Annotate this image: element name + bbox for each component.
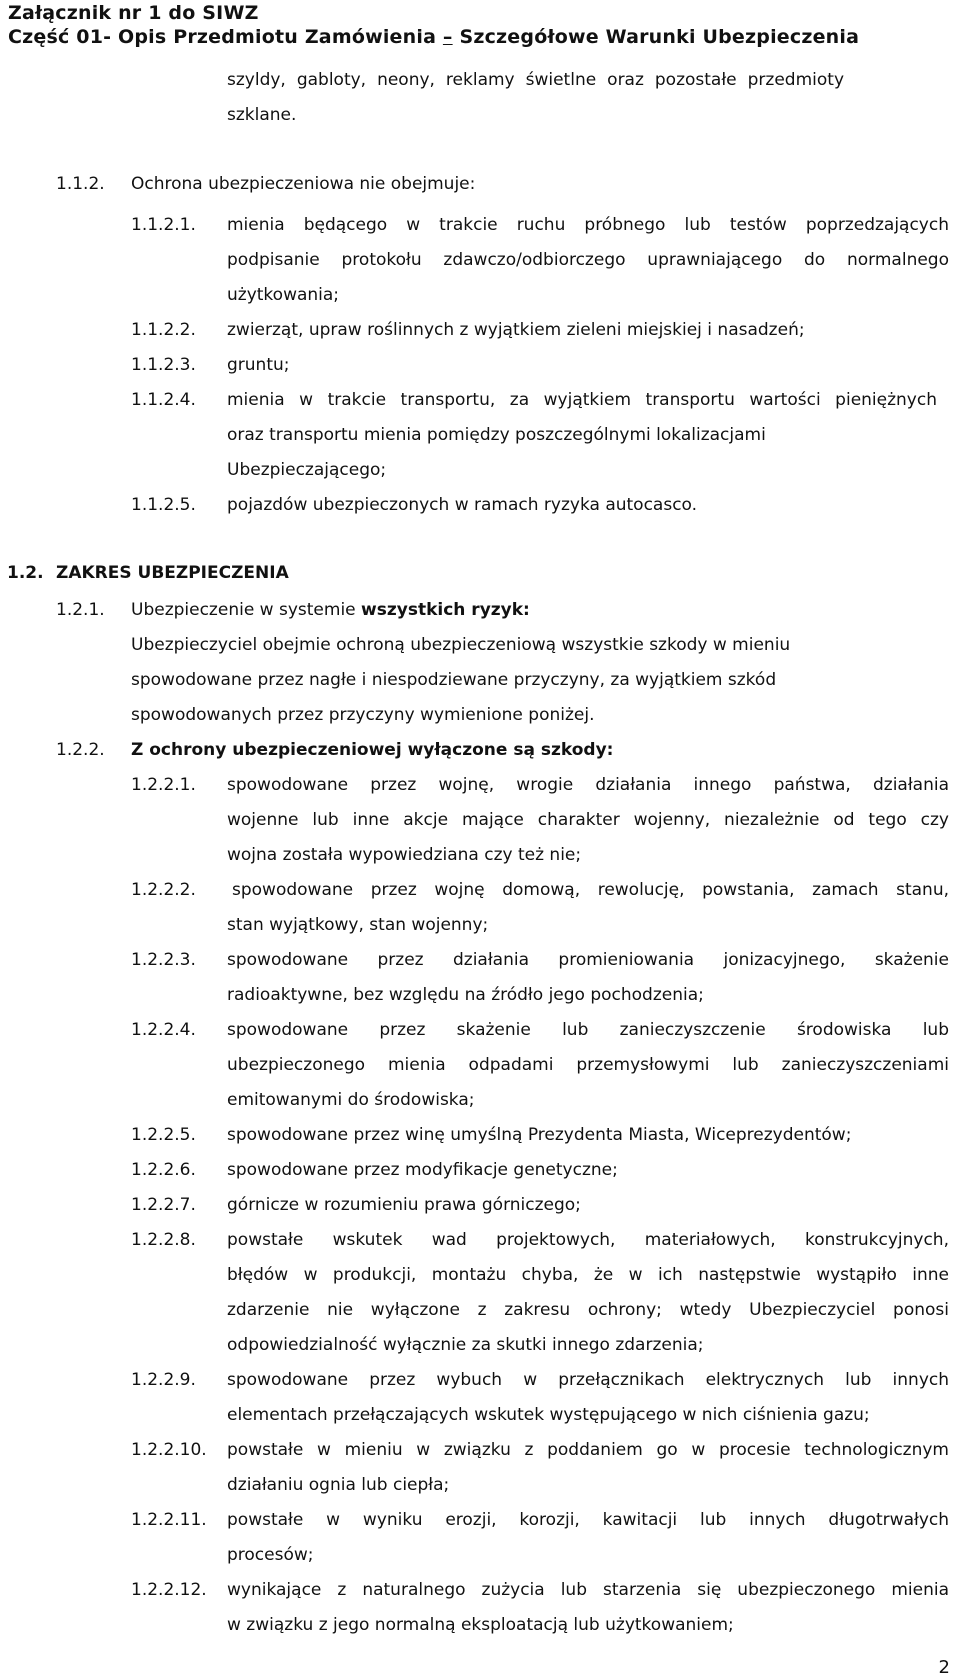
header-part-c: Szczegółowe Warunki Ubezpieczenia bbox=[452, 26, 860, 48]
item-text: spowodowane przez modyfikacje genetyczne; bbox=[227, 1160, 618, 1180]
item-text: powstałe wskutek wad projektowych, materiałowych, konstrukcyjnych, bbox=[227, 1230, 949, 1250]
list-item bbox=[0, 873, 960, 907]
item-number: 1.1.2.3. bbox=[131, 355, 196, 375]
list-item-line bbox=[0, 1608, 960, 1642]
list-item bbox=[0, 208, 960, 242]
item-number: 1.1.2.1. bbox=[131, 215, 196, 235]
section-number: 1.1.2. bbox=[56, 174, 105, 194]
list-item-line bbox=[0, 1048, 960, 1082]
item-text bbox=[131, 593, 530, 627]
item-text: szklane. bbox=[227, 105, 297, 125]
list-item bbox=[0, 1223, 960, 1257]
section-title: Z ochrony ubezpieczeniowej wyłączone są szkody: bbox=[131, 740, 614, 760]
list-item bbox=[0, 1573, 960, 1607]
item-text: powstałe w mieniu w związku z poddaniem go w procesie technologicznym bbox=[227, 1440, 949, 1460]
list-item-line bbox=[0, 98, 960, 132]
list-item-line bbox=[0, 1328, 960, 1362]
item-text: spowodowane przez działania promieniowania jonizacyjnego, skażenie bbox=[227, 950, 949, 970]
item-number: 1.2.1. bbox=[56, 600, 105, 620]
list-item-line bbox=[0, 1538, 960, 1572]
list-item bbox=[0, 488, 960, 522]
item-number: 1.2.2.6. bbox=[131, 1160, 196, 1180]
item-number: 1.1.2.5. bbox=[131, 495, 196, 515]
item-text: gruntu; bbox=[227, 355, 290, 375]
item-text: wojna została wypowiedziana czy też nie; bbox=[227, 845, 582, 865]
item-number: 1.2.2.7. bbox=[131, 1195, 196, 1215]
lead-bold-text: wszystkich ryzyk: bbox=[361, 600, 530, 620]
document-header-title: Załącznik nr 1 do SIWZ bbox=[8, 2, 259, 24]
item-text: użytkowania; bbox=[227, 285, 340, 305]
section-heading bbox=[0, 167, 960, 201]
item-text: ubezpieczonego mienia odpadami przemysłowymi lub zanieczyszczeniami bbox=[227, 1055, 949, 1075]
item-text: w związku z jego normalną eksploatacją lub użytkowaniem; bbox=[227, 1615, 734, 1635]
list-item bbox=[0, 348, 960, 382]
item-number: 1.2.2.9. bbox=[131, 1370, 196, 1390]
item-number: 1.1.2.2. bbox=[131, 320, 196, 340]
item-text: wynikające z naturalnego zużycia lub starzenia się ubezpieczonego mienia bbox=[227, 1580, 949, 1600]
section-number: 1.2. bbox=[7, 563, 44, 583]
list-item-line bbox=[0, 1468, 960, 1502]
page-number: 2 bbox=[938, 1657, 950, 1678]
item-text: zdarzenie nie wyłączone z zakresu ochrony; wtedy Ubezpieczyciel ponosi bbox=[227, 1300, 949, 1320]
item-text: radioaktywne, bez względu na źródło jego pochodzenia; bbox=[227, 985, 704, 1005]
list-item-line bbox=[0, 838, 960, 872]
list-item-line bbox=[0, 418, 960, 452]
header-dash: – bbox=[442, 26, 453, 48]
list-item bbox=[0, 943, 960, 977]
list-item-line bbox=[0, 978, 960, 1012]
section-heading bbox=[0, 733, 960, 767]
item-text: Ubezpieczającego; bbox=[227, 460, 387, 480]
section-heading bbox=[0, 556, 960, 590]
item-text: wojenne lub inne akcje mające charakter wojenny, niezależnie od tego czy bbox=[227, 810, 949, 830]
item-text: elementach przełączających wskutek występującego w nich ciśnienia gazu; bbox=[227, 1405, 870, 1425]
item-text: działaniu ognia lub ciepła; bbox=[227, 1475, 450, 1495]
item-text: emitowanymi do środowiska; bbox=[227, 1090, 475, 1110]
lead-text: Ubezpieczenie w systemie bbox=[131, 600, 362, 620]
section-title: ZAKRES UBEZPIECZENIA bbox=[56, 563, 289, 583]
list-item-line bbox=[0, 908, 960, 942]
list-item bbox=[0, 1188, 960, 1222]
item-number: 1.2.2.1. bbox=[131, 775, 196, 795]
list-item bbox=[0, 1013, 960, 1047]
item-number: 1.2.2.5. bbox=[131, 1125, 196, 1145]
item-number: 1.2.2.12. bbox=[131, 1580, 207, 1600]
item-text: oraz transportu mienia pomiędzy poszczególnymi lokalizacjami bbox=[227, 425, 766, 445]
item-text: powstałe w wyniku erozji, korozji, kawitacji lub innych długotrwałych bbox=[227, 1510, 949, 1530]
item-number: 1.2.2.11. bbox=[131, 1510, 207, 1530]
list-item bbox=[0, 313, 960, 347]
item-number: 1.2.2.2. bbox=[131, 880, 196, 900]
item-text: procesów; bbox=[227, 1545, 314, 1565]
list-item-line bbox=[0, 278, 960, 312]
list-item bbox=[0, 1363, 960, 1397]
item-text: szyldy, gabloty, neony, reklamy świetlne oraz pozostałe przedmioty bbox=[227, 70, 844, 90]
item-number: 1.2.2.10. bbox=[131, 1440, 207, 1460]
list-item-line bbox=[0, 1293, 960, 1327]
item-text: spowodowanych przez przyczyny wymienione poniżej. bbox=[131, 705, 595, 725]
list-item bbox=[0, 593, 960, 627]
list-item bbox=[0, 1118, 960, 1152]
list-item-line bbox=[0, 1083, 960, 1117]
item-text: stan wyjątkowy, stan wojenny; bbox=[227, 915, 489, 935]
list-item-line bbox=[0, 1398, 960, 1432]
item-text: mienia będącego w trakcie ruchu próbnego lub testów poprzedzających bbox=[227, 215, 949, 235]
item-text: pojazdów ubezpieczonych w ramach ryzyka autocasco. bbox=[227, 495, 698, 515]
item-text: spowodowane przez wybuch w przełącznikach elektrycznych lub innych bbox=[227, 1370, 949, 1390]
header-part-a: Część 01- Opis Przedmiotu Zamówienia bbox=[8, 26, 443, 48]
item-text: spowodowane przez skażenie lub zanieczyszczenie środowiska lub bbox=[227, 1020, 949, 1040]
item-text: odpowiedzialność wyłącznie za skutki innego zdarzenia; bbox=[227, 1335, 704, 1355]
list-item bbox=[0, 1433, 960, 1467]
item-text: spowodowane przez wojnę domową, rewolucję, powstania, zamach stanu, bbox=[232, 880, 949, 900]
item-text: górnicze w rozumieniu prawa górniczego; bbox=[227, 1195, 581, 1215]
list-item bbox=[0, 768, 960, 802]
item-number: 1.1.2.4. bbox=[131, 390, 196, 410]
item-number: 1.2.2.8. bbox=[131, 1230, 196, 1250]
list-item-line bbox=[0, 628, 960, 662]
list-item-line bbox=[0, 63, 960, 97]
list-item-line bbox=[0, 453, 960, 487]
list-item bbox=[0, 1153, 960, 1187]
list-item bbox=[0, 1503, 960, 1537]
item-text: spowodowane przez wojnę, wrogie działania innego państwa, działania bbox=[227, 775, 949, 795]
section-number: 1.2.2. bbox=[56, 740, 105, 760]
item-text: mienia w trakcie transportu, za wyjątkiem transportu wartości pieniężnych bbox=[227, 390, 937, 410]
item-text: spowodowane przez nagłe i niespodziewane przyczyny, za wyjątkiem szkód bbox=[131, 670, 777, 690]
document-header-subtitle bbox=[8, 26, 859, 48]
item-text: podpisanie protokołu zdawczo/odbiorczego uprawniającego do normalnego bbox=[227, 250, 949, 270]
list-item bbox=[0, 383, 960, 417]
list-item-line bbox=[0, 243, 960, 277]
list-item-line bbox=[0, 803, 960, 837]
item-text: spowodowane przez winę umyślną Prezydenta Miasta, Wiceprezydentów; bbox=[227, 1125, 852, 1145]
list-item-line bbox=[0, 663, 960, 697]
item-number: 1.2.2.4. bbox=[131, 1020, 196, 1040]
list-item-line bbox=[0, 1258, 960, 1292]
item-text: Ubezpieczyciel obejmie ochroną ubezpieczeniową wszystkie szkody w mieniu bbox=[131, 635, 791, 655]
list-item-line bbox=[0, 698, 960, 732]
item-text: zwierząt, upraw roślinnych z wyjątkiem zieleni miejskiej i nasadzeń; bbox=[227, 320, 805, 340]
item-number: 1.2.2.3. bbox=[131, 950, 196, 970]
item-text: błędów w produkcji, montażu chyba, że w ich następstwie wystąpiło inne bbox=[227, 1265, 949, 1285]
section-title: Ochrona ubezpieczeniowa nie obejmuje: bbox=[131, 174, 476, 194]
